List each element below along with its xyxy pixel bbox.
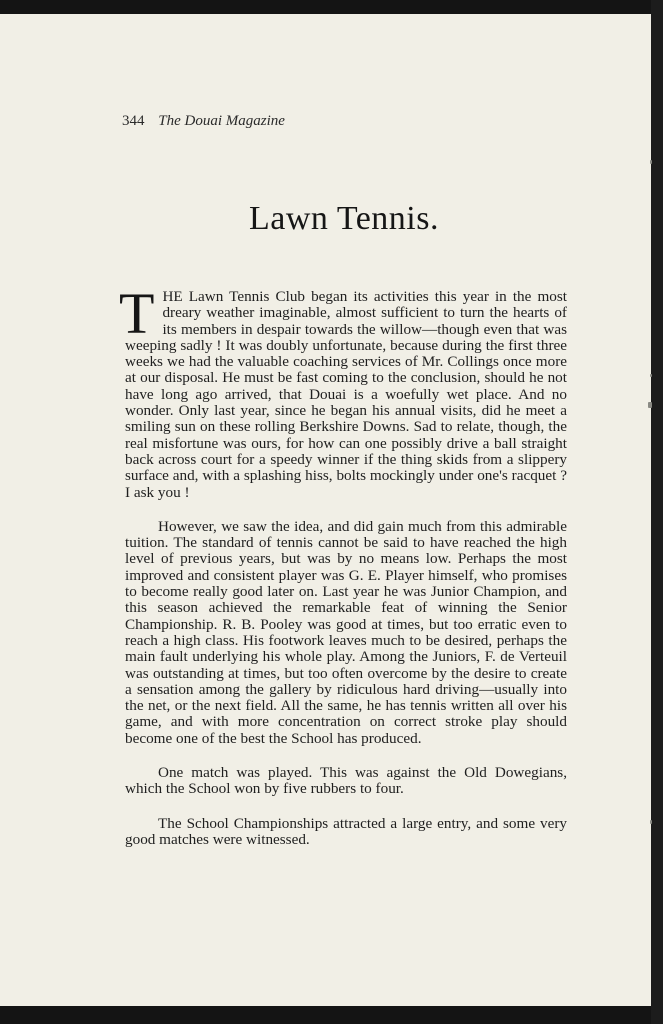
margin-speck xyxy=(650,374,652,377)
margin-speck xyxy=(648,402,652,408)
running-title: The Douai Magazine xyxy=(158,113,285,129)
margin-speck xyxy=(650,160,652,164)
article-body xyxy=(119,281,567,866)
book-spine xyxy=(651,0,663,1024)
paragraph-2: However, we saw the idea, and did gain much from this admirable tuition. The standard of tennis cannot be said to have reached the high level of previous years, but was by no means low. Perhaps the most improved and consistent player was G. E. Player himself, who promises to become really good later on. Last year he was Junior Champion, and this season achieved the remarkable feat of winning the Senior Championship. R. B. Pooley was good at times, but too erratic even to reach a high class. His footwork leaves much to be desired, perhaps the main fault underlying his whole play. Among the Juniors, F. de Verteuil was outstanding at times, but too often overcome by the desire to create a sensation among the gallery by ridiculous hard driving—usually into the net, or the next field. All the same, he has tennis written all over his game, and with more concentration on correct stroke play should become one of the best the School has produced. xyxy=(125,517,567,747)
paragraph-1-text: HE Lawn Tennis Club began its activities this year in the most dreary weather imaginable, almost sufficient to turn the hearts of its members in despair towards the willow—though even that was weeping sadly ! It was doubly unfortunate, because during the first three weeks we had the valuable coaching services of Mr. Collings once more at our disposal. He must be fast coming to the conclusion, should he not have long ago arrived, that Douai is a woefully wet place. And no wonder. Only last year, since he began his annual visits, did he meet a smiling sun on these rolling Berkshire Downs. Sad to relate, though, the real misfortune was ours, for how can one possibly drive a ball straight back across court for a speedy winner if the thing skids from a slippery surface and, with a splashing hiss, bolts mockingly under one's racquet ? I ask you ! xyxy=(125,288,567,501)
margin-speck xyxy=(650,820,652,824)
paragraph-1 xyxy=(119,281,567,501)
running-header xyxy=(122,113,285,130)
paragraph-4: The School Championships attracted a large entry, and some very good matches were witnessed. xyxy=(125,814,567,848)
paragraph-3: One match was played. This was against the Old Dowegians, which the School won by five rubbers to four. xyxy=(125,764,567,798)
page-number: 344 xyxy=(122,113,145,129)
article-title: Lawn Tennis. xyxy=(249,200,439,237)
drop-cap: T xyxy=(119,281,155,346)
